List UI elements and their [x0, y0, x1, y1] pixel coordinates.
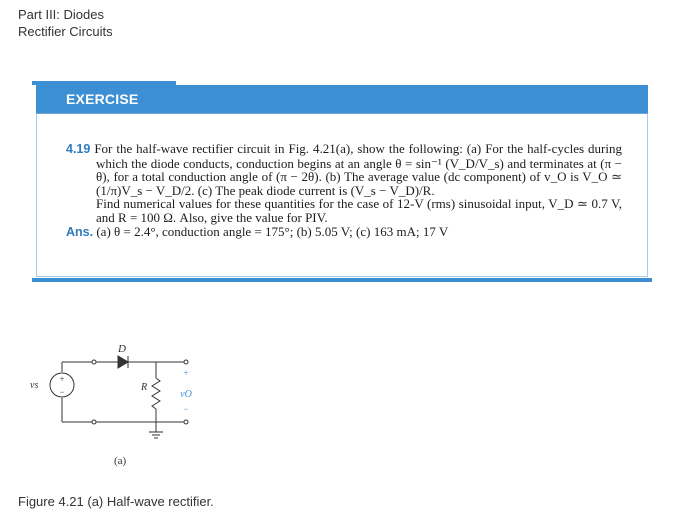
problem-number: 4.19 — [66, 142, 91, 156]
output-plus: + — [183, 368, 189, 378]
input-terminal-top — [92, 360, 96, 364]
chapter-title: Rectifier Circuits — [18, 24, 113, 39]
problem-line-1: For the half-wave rectifier circuit in Fig. 4.21(a), show the following: (a) For the half-cycles during — [94, 141, 623, 156]
source-minus: − — [59, 387, 65, 397]
subfigure-label: (a) — [114, 455, 127, 467]
problem-line-3: for a total conduction angle of (π − 2θ). (b) The average value (dc component) of v_O is — [113, 169, 579, 185]
diode-triangle — [118, 356, 128, 368]
resistor-zigzag — [152, 378, 160, 409]
problem-line-2: which the diode conducts, conduction begins at an angle θ = sin⁻¹ (V_D/V_s) and terminates at (π − θ), — [96, 155, 622, 185]
figure-caption: Figure 4.21 (a) Half-wave rectifier. — [18, 494, 214, 509]
exercise-bottom-rule — [32, 278, 652, 282]
problem-line-4: V_O ≃ (1/π)V_s − V_D/2. (c) The peak diode current is (V_s − V_D)/R. — [96, 169, 623, 198]
input-terminal-bottom — [92, 420, 96, 424]
part-title: Part III: Diodes — [18, 7, 104, 22]
exercise-label: EXERCISE — [66, 91, 139, 107]
resistor-label: R — [141, 382, 148, 393]
problem-line-5: Find numerical values for these quantities for the case of 12-V (rms) sinusoidal input, V_D ≃ 0.7 V, — [96, 196, 622, 212]
output-terminal-top — [184, 360, 188, 364]
source-plus: + — [59, 374, 65, 384]
half-wave-rectifier-circuit — [28, 340, 208, 480]
source-label: vs — [30, 380, 39, 391]
diode-label: D — [118, 343, 126, 355]
exercise-header-band — [36, 85, 648, 114]
exercise-problem — [66, 142, 622, 239]
answer-text: (a) θ = 2.4°, conduction angle = 175°; (b) 5.05 V; (c) 163 mA; 17 V — [96, 223, 449, 239]
problem-line-6: and R = 100 Ω. Also, give the value for PIV. — [96, 209, 328, 225]
page-header — [18, 6, 113, 40]
answer-line — [66, 225, 622, 240]
output-minus: − — [183, 404, 189, 414]
output-label: vO — [180, 389, 192, 400]
problem-paragraph — [66, 142, 622, 225]
answer-label: Ans. — [66, 224, 94, 239]
output-terminal-bottom — [184, 420, 188, 424]
